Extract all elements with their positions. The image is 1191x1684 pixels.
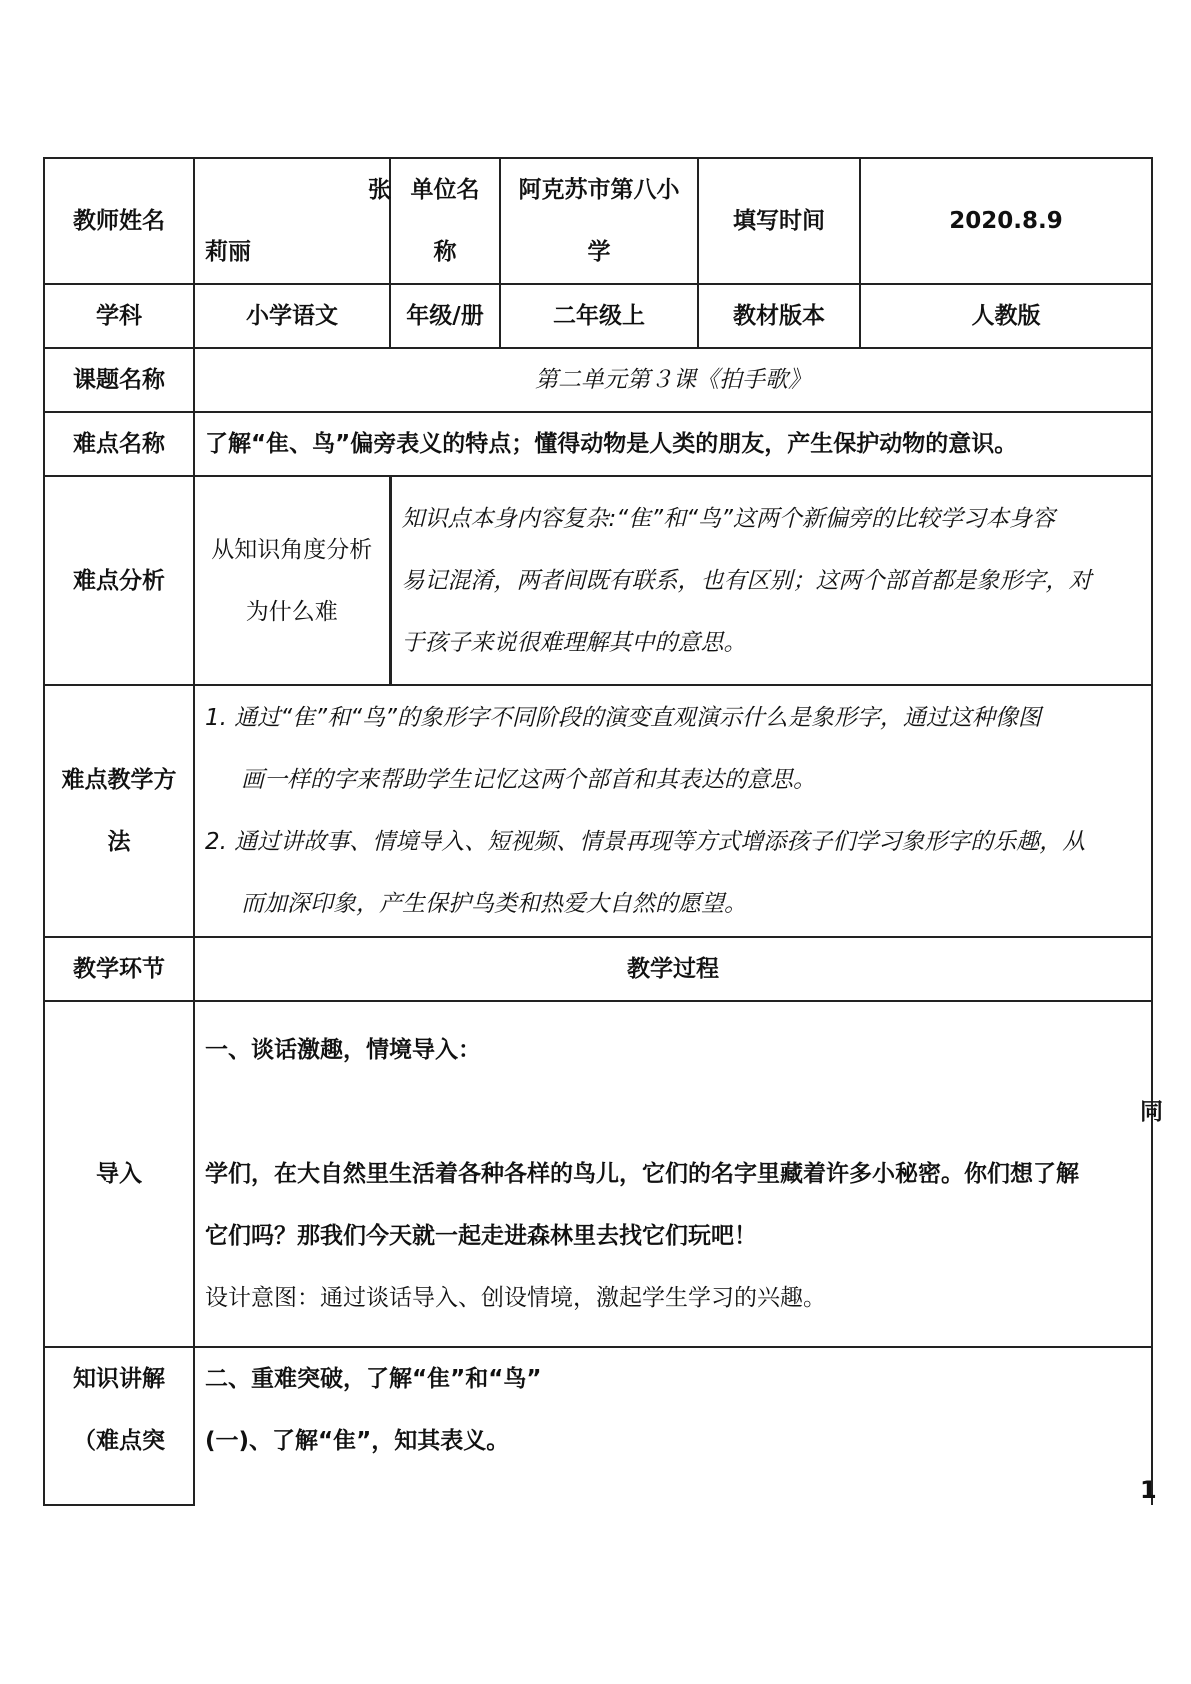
topic-value: 第二单元第３课《拍手歌》 (194, 348, 1152, 412)
method-item2-line2: 而加深印象，产生保护鸟类和热爱大自然的愿望。 (241, 891, 747, 917)
method-label (44, 685, 194, 937)
difficulty-value: 了解“隹、鸟”偏旁表义的特点；懂得动物是人类的朋友，产生保护动物的意识。 (194, 412, 1152, 476)
analysis-row (44, 476, 1152, 685)
intro-line1: 学们，在大自然里生活着各种各样的鸟儿，它们的名字里藏着许多小秘密。你们想了解 (205, 1161, 1079, 1187)
intro-heading: 一、谈话激趣，情境导入： (205, 1037, 481, 1063)
method-item1-line1: 1. 通过“隹”和“鸟”的象形字不同阶段的演变直观演示什么是象形字，通过这种像图 (205, 705, 1041, 731)
knowledge-heading: 二、重难突破，了解“隹”和“鸟” (205, 1366, 542, 1392)
method-row (44, 685, 1152, 937)
unit-label-line1: 单位名 (410, 177, 480, 203)
analysis-angle-line2: 为什么难 (245, 598, 338, 625)
unit-value-line1: 阿克苏市第八小 (518, 177, 680, 203)
analysis-text-line2: 易记混淆，两者间既有联系，也有区别；这两个部首都是象形字，对 (401, 567, 1092, 594)
analysis-angle-line1: 从知识角度分析 (211, 536, 373, 563)
edition-value: 人教版 (860, 284, 1152, 348)
date-value: 2020.8.9 (860, 158, 1152, 284)
analysis-angle (194, 476, 390, 685)
method-text (194, 685, 1152, 937)
method-item2-line1: 2. 通过讲故事、情境导入、短视频、情景再现等方式增添孩子们学习象形字的乐趣，从 (205, 829, 1086, 855)
teacher-name-cell (194, 158, 390, 284)
analysis-text (390, 476, 1152, 685)
intro-intent: 设计意图：通过谈话导入、创设情境，激起学生学习的兴趣。 (205, 1285, 826, 1311)
knowledge-row (44, 1347, 1152, 1505)
knowledge-label (44, 1347, 194, 1505)
grade-value: 二年级上 (500, 284, 698, 348)
unit-label-line2: 称 (433, 239, 457, 265)
date-label: 填写时间 (698, 158, 860, 284)
unit-label-cell (390, 158, 500, 284)
teacher-name-line1: 张 (368, 177, 391, 203)
knowledge-label-line1: 知识讲解 (73, 1366, 165, 1392)
knowledge-label-line2: （难点突 (73, 1428, 165, 1454)
process-label: 教学过程 (194, 937, 1152, 1001)
subject-value: 小学语文 (194, 284, 390, 348)
intro-row (44, 1001, 1152, 1347)
teacher-name-line2: 莉丽 (205, 239, 251, 265)
analysis-text-line3: 于孩子来说很难理解其中的意思。 (401, 629, 747, 656)
teacher-name-label: 教师姓名 (44, 158, 194, 284)
method-label-line1: 难点教学方 (61, 767, 177, 793)
analysis-text-line1: 知识点本身内容复杂:“隹”和“鸟”这两个新偏旁的比较学习本身容 (401, 505, 1055, 532)
unit-value-line2: 学 (587, 239, 611, 265)
intro-tong: 同 (1140, 1099, 1163, 1125)
method-item1-line2: 画一样的字来帮助学生记忆这两个部首和其表达的意思。 (241, 767, 816, 793)
header-row (44, 158, 1152, 284)
intro-text (194, 1001, 1163, 1347)
difficulty-label: 难点名称 (44, 412, 194, 476)
knowledge-text (194, 1347, 1152, 1505)
page-number: 1 (1140, 1476, 1157, 1504)
grade-label: 年级/册 (390, 284, 500, 348)
topic-label: 课题名称 (44, 348, 194, 412)
process-header-row (44, 937, 1152, 1001)
edition-label: 教材版本 (698, 284, 860, 348)
stage-label: 教学环节 (44, 937, 194, 1001)
topic-row (44, 348, 1152, 412)
knowledge-sub: (一)、了解“隹”，知其表义。 (205, 1428, 510, 1454)
intro-line2: 它们吗？那我们今天就一起走进森林里去找它们玩吧！ (205, 1223, 757, 1249)
lesson-plan-table (43, 157, 1163, 1506)
method-label-line2: 法 (107, 829, 131, 855)
intro-label: 导入 (44, 1001, 194, 1347)
subject-label: 学科 (44, 284, 194, 348)
difficulty-row (44, 412, 1152, 476)
subject-row (44, 284, 1152, 348)
unit-value-cell (500, 158, 698, 284)
analysis-label: 难点分析 (44, 476, 194, 685)
